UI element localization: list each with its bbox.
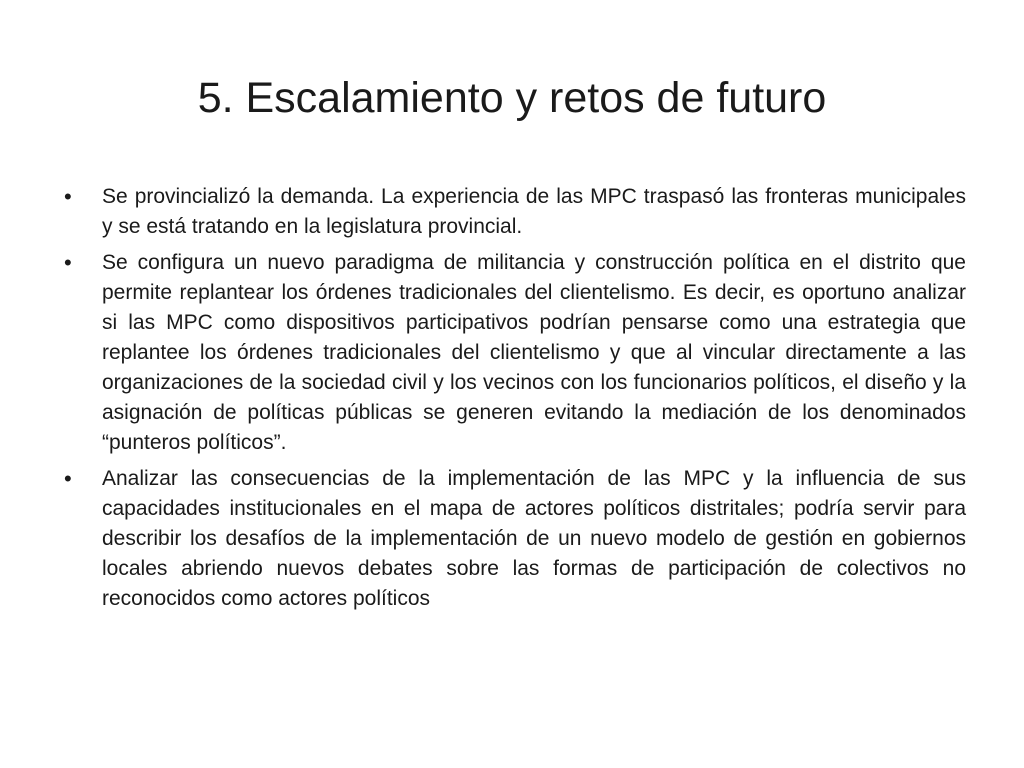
bullet-list bbox=[62, 182, 966, 620]
bullet-item bbox=[62, 248, 966, 458]
bullet-text: Se provincializó la demanda. La experiencia de las MPC traspasó las fronteras municipales y se está tratando en la legislatura provincial. bbox=[102, 185, 966, 238]
bullet-icon: • bbox=[64, 250, 72, 275]
bullet-item bbox=[62, 182, 966, 242]
slide-title: 5. Escalamiento y retos de futuro bbox=[197, 74, 827, 122]
bullet-icon: • bbox=[64, 466, 72, 491]
bullet-text: Analizar las consecuencias de la implementación de las MPC y la influencia de sus capacidades institucionales en el mapa de actores políticos distritales; podría servir para describir los desafíos de la implementación de un nuevo modelo de gestión en gobiernos locales abriendo nuevos debates sobre las formas de participación de colectivos no reconocidos como actores políticos bbox=[102, 467, 966, 610]
bullet-item bbox=[62, 464, 966, 614]
bullet-icon: • bbox=[64, 184, 72, 209]
bullet-text: Se configura un nuevo paradigma de militancia y construcción política en el distrito que permite replantear los órdenes tradicionales del clientelismo. Es decir, es oportuno analizar si las MPC como dispositivos participativos podrían pensarse como una estrategia que replantee los órdenes tradicionales del clientelismo y que al vincular directamente a las organizaciones de la sociedad civil y los vecinos con los funcionarios políticos, el diseño y la asignación de políticas públicas se generen evitando la mediación de los denominados “punteros políticos”. bbox=[102, 251, 966, 454]
